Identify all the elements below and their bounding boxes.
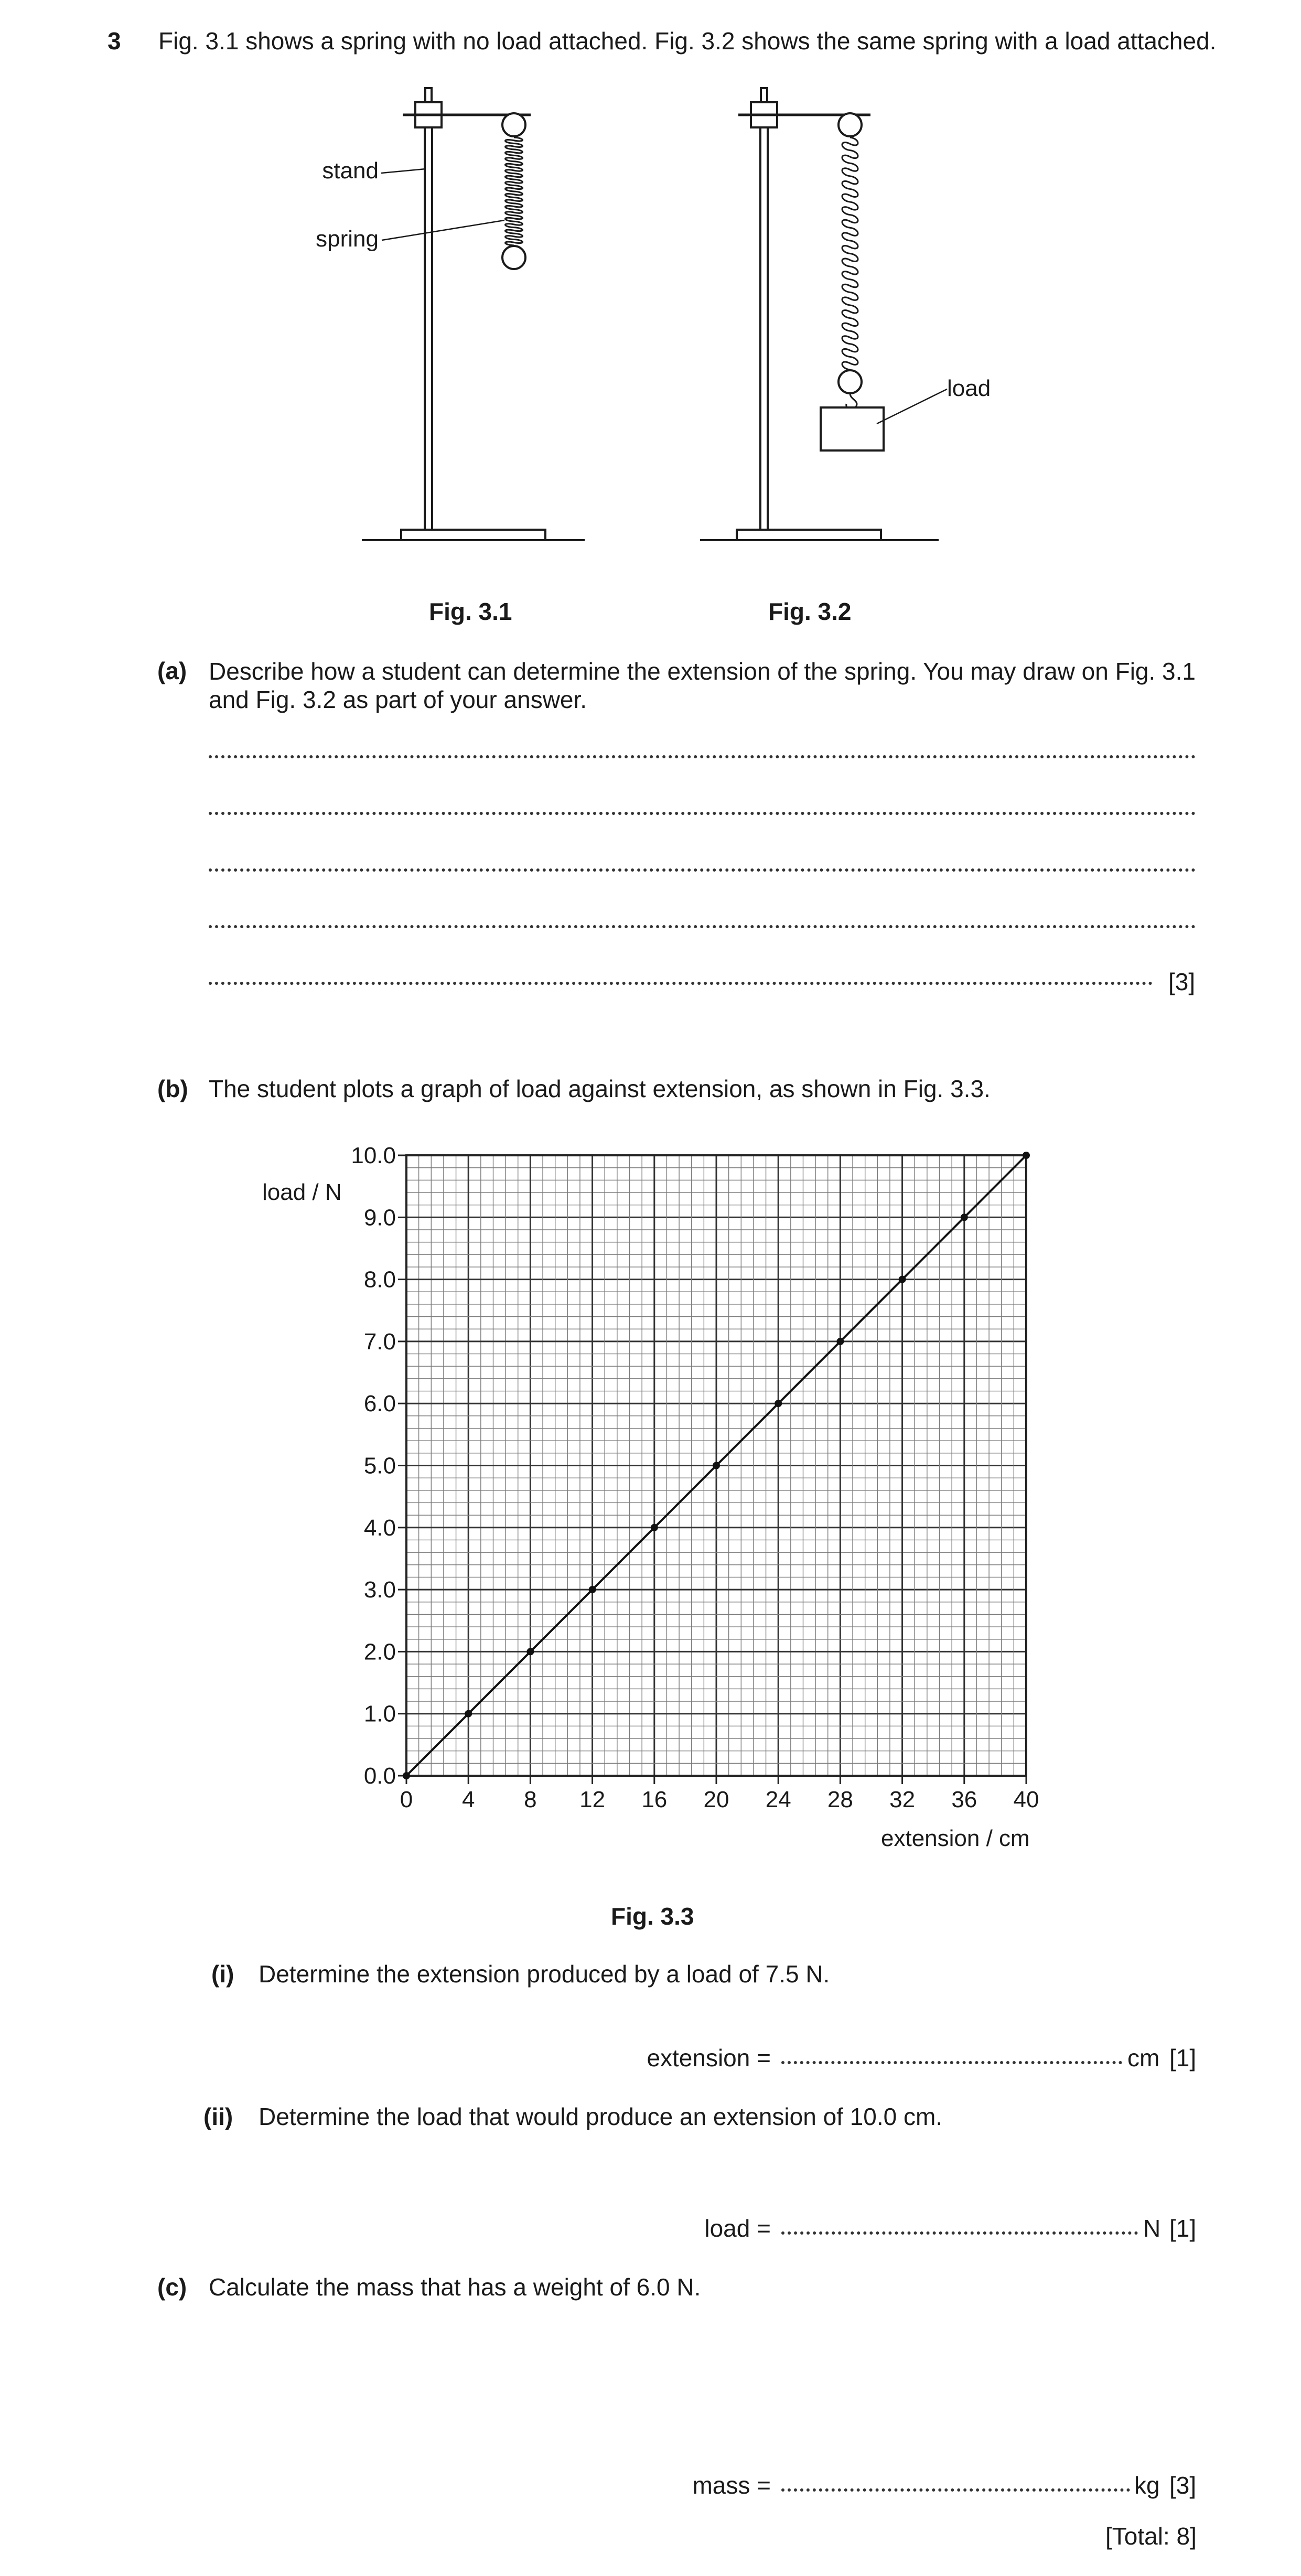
x-tick-label: 32 (889, 1787, 916, 1812)
y-tick-label: 6.0 (363, 1391, 396, 1417)
label-spring: spring (316, 226, 379, 252)
answer-line-a3[interactable] (209, 868, 1196, 872)
y-tick-label: 1.0 (363, 1701, 396, 1727)
data-point (465, 1710, 472, 1718)
part-a-text: Describe how a student can determine the extension of the spring. You may draw on Fig. 3.1 and Fig. 3.2 as part of your answer. (209, 658, 1196, 713)
fig31-drawing (362, 88, 585, 540)
answer-line-extension[interactable] (781, 2061, 1122, 2064)
load-extension-graph (0, 1128, 1301, 1862)
data-point (651, 1524, 658, 1531)
y-tick-label: 7.0 (363, 1328, 396, 1355)
part-a-marks: [3] (1168, 968, 1196, 995)
fig33-caption: Fig. 3.3 (611, 1903, 694, 1930)
x-tick-label: 40 (1013, 1787, 1039, 1812)
x-tick-label: 8 (524, 1787, 537, 1812)
part-b-i-label: (i) (211, 1960, 234, 1988)
data-point (899, 1276, 906, 1283)
part-b-ii-label: (ii) (203, 2103, 233, 2130)
fig31-caption: Fig. 3.1 (429, 598, 512, 625)
answer-line-a5[interactable] (209, 982, 1153, 985)
part-c-text: Calculate the mass that has a weight of 6.0 N. (209, 2273, 701, 2301)
x-tick-label: 24 (765, 1787, 791, 1812)
answer-prefix-load-wrap (577, 2215, 771, 2242)
part-c-marks: [3] (1169, 2472, 1197, 2499)
y-tick-label: 9.0 (363, 1205, 396, 1231)
x-tick-label: 0 (400, 1787, 413, 1812)
answer-line-a1[interactable] (209, 755, 1196, 758)
total-marks: [Total: 8] (1105, 2523, 1197, 2550)
answer-prefix-extension-wrap (577, 2044, 771, 2072)
data-point (589, 1586, 596, 1593)
part-c-label: (c) (157, 2273, 187, 2301)
question-number: 3 (107, 27, 121, 55)
answer-prefix-extension: extension = (647, 2044, 771, 2071)
part-b-ii-text: Determine the load that would produce an extension of 10.0 cm. (259, 2103, 943, 2130)
x-axis-label: extension / cm (881, 1826, 1030, 1851)
question-intro: Fig. 3.1 shows a spring with no load attached. Fig. 3.2 shows the same spring with a load attached. (158, 27, 1217, 55)
data-point (403, 1772, 410, 1779)
part-b-i-text: Determine the extension produced by a load of 7.5 N. (259, 1960, 830, 1988)
x-tick-label: 12 (579, 1787, 606, 1812)
fig32-caption: Fig. 3.2 (768, 598, 852, 625)
unit-n: N (1143, 2215, 1161, 2242)
data-point (713, 1462, 720, 1469)
fig32-drawing (700, 88, 947, 540)
part-b-ii-marks: [1] (1169, 2215, 1197, 2242)
answer-line-a2[interactable] (209, 812, 1196, 815)
part-b-label: (b) (157, 1075, 188, 1102)
x-tick-label: 36 (951, 1787, 977, 1812)
data-point (775, 1400, 782, 1407)
part-b-i-marks: [1] (1169, 2044, 1197, 2071)
unit-cm: cm (1127, 2044, 1160, 2071)
answer-prefix-mass: mass = (692, 2472, 771, 2499)
label-stand: stand (322, 158, 379, 184)
y-tick-label: 5.0 (363, 1453, 396, 1479)
spring-figures (0, 79, 1301, 603)
x-tick-label: 20 (703, 1787, 729, 1812)
data-point (961, 1214, 968, 1221)
data-point (526, 1648, 534, 1655)
answer-line-a4[interactable] (209, 925, 1196, 928)
data-point (1023, 1152, 1030, 1159)
label-load: load (947, 375, 991, 401)
answer-prefix-mass-wrap (577, 2472, 771, 2499)
y-tick-label: 4.0 (363, 1515, 396, 1541)
x-tick-label: 4 (461, 1787, 475, 1812)
y-tick-label: 10.0 (351, 1143, 396, 1168)
y-tick-label: 3.0 (363, 1577, 396, 1603)
answer-line-mass[interactable] (781, 2488, 1130, 2492)
part-a-label: (a) (157, 657, 187, 684)
answer-line-load[interactable] (781, 2231, 1138, 2235)
y-tick-label: 0.0 (363, 1763, 396, 1789)
data-point (836, 1338, 844, 1345)
x-tick-label: 16 (641, 1787, 668, 1812)
x-tick-label: 28 (827, 1787, 853, 1812)
part-b-text: The student plots a graph of load against extension, as shown in Fig. 3.3. (209, 1075, 991, 1102)
y-tick-label: 8.0 (363, 1266, 396, 1293)
answer-prefix-load: load = (704, 2215, 771, 2242)
unit-kg: kg (1134, 2472, 1160, 2499)
y-axis-label: load / N (262, 1179, 342, 1205)
y-tick-label: 2.0 (363, 1639, 396, 1665)
